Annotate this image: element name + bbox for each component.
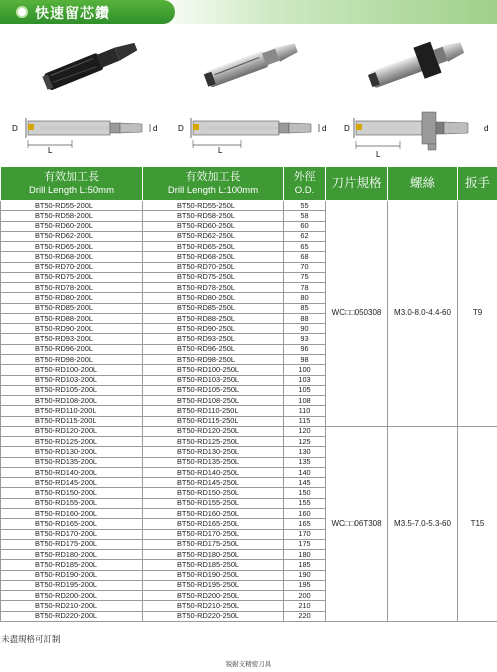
spec-table (0, 166, 497, 622)
model-50mm: BT50-RD130-200L (1, 447, 143, 457)
model-50mm: BT50-RD125-200L (1, 437, 143, 447)
dim-label-L: L (48, 146, 53, 155)
model-100mm: BT50-RD150-250L (143, 488, 284, 498)
model-50mm: BT50-RD70-200L (1, 262, 143, 272)
outer-diameter: 195 (284, 580, 326, 590)
model-100mm: BT50-RD130-250L (143, 447, 284, 457)
outer-diameter: 78 (284, 283, 326, 293)
custom-spec-note: 未盡規格可訂制 (1, 635, 61, 645)
model-100mm: BT50-RD78-250L (143, 283, 284, 293)
model-50mm: BT50-RD68-200L (1, 252, 143, 262)
outer-diameter: 96 (284, 344, 326, 354)
model-100mm: BT50-RD70-250L (143, 262, 284, 272)
model-100mm: BT50-RD115-250L (143, 416, 284, 426)
model-50mm: BT50-RD80-200L (1, 293, 143, 303)
outer-diameter: 130 (284, 447, 326, 457)
model-100mm: BT50-RD210-250L (143, 601, 284, 611)
model-100mm: BT50-RD108-250L (143, 396, 284, 406)
model-100mm: BT50-RD85-250L (143, 303, 284, 313)
model-50mm: BT50-RD55-200L (1, 201, 143, 211)
model-50mm: BT50-RD93-200L (1, 334, 143, 344)
model-100mm: BT50-RD155-250L (143, 498, 284, 508)
model-100mm: BT50-RD195-250L (143, 580, 284, 590)
diagram-drill-1 (10, 112, 165, 157)
outer-diameter: 125 (284, 437, 326, 447)
dim-label-D-2: D (178, 124, 184, 133)
model-100mm: BT50-RD160-250L (143, 508, 284, 518)
model-100mm: BT50-RD140-250L (143, 467, 284, 477)
model-50mm: BT50-RD140-200L (1, 467, 143, 477)
model-50mm: BT50-RD150-200L (1, 488, 143, 498)
model-100mm: BT50-RD170-250L (143, 529, 284, 539)
outer-diameter: 220 (284, 611, 326, 621)
outer-diameter: 180 (284, 550, 326, 560)
model-50mm: BT50-RD58-200L (1, 211, 143, 221)
product-image-black-drill (35, 34, 145, 94)
model-100mm: BT50-RD220-250L (143, 611, 284, 621)
outer-diameter: 60 (284, 221, 326, 231)
model-50mm: BT50-RD175-200L (1, 539, 143, 549)
outer-diameter: 210 (284, 601, 326, 611)
model-100mm: BT50-RD190-250L (143, 570, 284, 580)
model-100mm: BT50-RD68-250L (143, 252, 284, 262)
model-100mm: BT50-RD90-250L (143, 324, 284, 334)
model-100mm: BT50-RD165-250L (143, 519, 284, 529)
outer-diameter: 108 (284, 396, 326, 406)
model-50mm: BT50-RD160-200L (1, 508, 143, 518)
outer-diameter: 165 (284, 519, 326, 529)
outer-diameter: 135 (284, 457, 326, 467)
wrench-spec: T9 (458, 201, 497, 427)
model-100mm: BT50-RD200-250L (143, 591, 284, 601)
model-50mm: BT50-RD185-200L (1, 560, 143, 570)
header-outer-diameter-sub: O.D. (294, 184, 315, 196)
model-50mm: BT50-RD90-200L (1, 324, 143, 334)
product-image-drill-with-holder (360, 30, 470, 92)
header-outer-diameter-title: 外徑 (293, 170, 316, 183)
model-50mm: BT50-RD195-200L (1, 580, 143, 590)
model-100mm: BT50-RD62-250L (143, 231, 284, 241)
header-screw: 螺絲 (388, 167, 458, 201)
model-50mm: BT50-RD96-200L (1, 344, 143, 354)
model-50mm: BT50-RD180-200L (1, 550, 143, 560)
model-50mm: BT50-RD145-200L (1, 478, 143, 488)
header-insert-spec: 刀片規格 (326, 167, 388, 201)
screw-spec: M3.0-8.0-4.4-60 (388, 201, 458, 427)
header-wrench: 扳手 (458, 167, 497, 201)
outer-diameter: 55 (284, 201, 326, 211)
header-outer-diameter (284, 167, 326, 201)
outer-diameter: 88 (284, 313, 326, 323)
header-drill-length-50-sub: Drill Length L:50mm (28, 184, 114, 196)
model-50mm: BT50-RD98-200L (1, 354, 143, 364)
insert-spec: WC□□050308 (326, 201, 388, 427)
outer-diameter: 62 (284, 231, 326, 241)
wrench-spec: T15 (458, 426, 497, 621)
model-100mm: BT50-RD120-250L (143, 426, 284, 436)
model-100mm: BT50-RD125-250L (143, 437, 284, 447)
model-100mm: BT50-RD55-250L (143, 201, 284, 211)
outer-diameter: 170 (284, 529, 326, 539)
header-drill-length-50-title: 有效加工長 (44, 170, 99, 183)
outer-diameter: 155 (284, 498, 326, 508)
product-image-silver-drill (195, 36, 305, 92)
outer-diameter: 175 (284, 539, 326, 549)
model-100mm: BT50-RD75-250L (143, 272, 284, 282)
model-100mm: BT50-RD80-250L (143, 293, 284, 303)
model-100mm: BT50-RD58-250L (143, 211, 284, 221)
model-50mm: BT50-RD165-200L (1, 519, 143, 529)
banner-bullet-icon (16, 6, 28, 18)
model-50mm: BT50-RD103-200L (1, 375, 143, 385)
outer-diameter: 70 (284, 262, 326, 272)
banner-gradient (150, 0, 497, 24)
model-50mm: BT50-RD210-200L (1, 601, 143, 611)
dim-label-d-2: d (322, 124, 327, 133)
model-50mm: BT50-RD85-200L (1, 303, 143, 313)
outer-diameter: 90 (284, 324, 326, 334)
model-100mm: BT50-RD60-250L (143, 221, 284, 231)
header-drill-length-100 (143, 167, 284, 201)
model-100mm: BT50-RD100-250L (143, 365, 284, 375)
outer-diameter: 100 (284, 365, 326, 375)
insert-spec: WC□□06T308 (326, 426, 388, 621)
model-50mm: BT50-RD115-200L (1, 416, 143, 426)
model-50mm: BT50-RD88-200L (1, 313, 143, 323)
diagram-drill-2 (177, 112, 332, 157)
dim-label-D: D (12, 124, 18, 133)
model-50mm: BT50-RD65-200L (1, 242, 143, 252)
model-100mm: BT50-RD135-250L (143, 457, 284, 467)
model-50mm: BT50-RD78-200L (1, 283, 143, 293)
outer-diameter: 160 (284, 508, 326, 518)
outer-diameter: 80 (284, 293, 326, 303)
table-row (1, 426, 497, 436)
model-50mm: BT50-RD75-200L (1, 272, 143, 282)
outer-diameter: 75 (284, 272, 326, 282)
outer-diameter: 98 (284, 354, 326, 364)
screw-spec: M3.5-7.0-5.3-60 (388, 426, 458, 621)
dim-label-d: d (153, 124, 158, 133)
outer-diameter: 120 (284, 426, 326, 436)
outer-diameter: 58 (284, 211, 326, 221)
model-50mm: BT50-RD135-200L (1, 457, 143, 467)
model-100mm: BT50-RD96-250L (143, 344, 284, 354)
model-50mm: BT50-RD120-200L (1, 426, 143, 436)
dim-label-d-3: d (484, 124, 489, 133)
model-50mm: BT50-RD190-200L (1, 570, 143, 580)
outer-diameter: 145 (284, 478, 326, 488)
model-100mm: BT50-RD93-250L (143, 334, 284, 344)
outer-diameter: 150 (284, 488, 326, 498)
dim-label-D-3: D (344, 124, 350, 133)
page-title: 快速留芯鑽 (35, 6, 110, 22)
header-drill-length-100-sub: Drill Length L:100mm (167, 184, 259, 196)
table-row (1, 201, 497, 211)
header-drill-length-50 (1, 167, 143, 201)
model-100mm: BT50-RD175-250L (143, 539, 284, 549)
model-50mm: BT50-RD60-200L (1, 221, 143, 231)
model-100mm: BT50-RD110-250L (143, 406, 284, 416)
model-50mm: BT50-RD108-200L (1, 396, 143, 406)
outer-diameter: 93 (284, 334, 326, 344)
spec-table-body (1, 201, 497, 622)
outer-diameter: 105 (284, 385, 326, 395)
outer-diameter: 140 (284, 467, 326, 477)
outer-diameter: 68 (284, 252, 326, 262)
model-50mm: BT50-RD100-200L (1, 365, 143, 375)
model-50mm: BT50-RD170-200L (1, 529, 143, 539)
header-drill-length-100-title: 有效加工長 (185, 170, 241, 183)
outer-diameter: 115 (284, 416, 326, 426)
outer-diameter: 65 (284, 242, 326, 252)
outer-diameter: 190 (284, 570, 326, 580)
model-100mm: BT50-RD88-250L (143, 313, 284, 323)
model-100mm: BT50-RD98-250L (143, 354, 284, 364)
diagram-drill-3 (342, 108, 497, 160)
dim-label-L-3: L (376, 150, 381, 159)
model-100mm: BT50-RD185-250L (143, 560, 284, 570)
outer-diameter: 110 (284, 406, 326, 416)
dim-label-L-2: L (218, 146, 223, 155)
outer-diameter: 85 (284, 303, 326, 313)
model-100mm: BT50-RD105-250L (143, 385, 284, 395)
model-50mm: BT50-RD105-200L (1, 385, 143, 395)
table-header-row (1, 167, 497, 201)
model-100mm: BT50-RD103-250L (143, 375, 284, 385)
outer-diameter: 103 (284, 375, 326, 385)
model-50mm: BT50-RD62-200L (1, 231, 143, 241)
model-100mm: BT50-RD180-250L (143, 550, 284, 560)
page-footer: 锐耐支精密刀具 (225, 660, 272, 668)
model-50mm: BT50-RD200-200L (1, 591, 143, 601)
model-50mm: BT50-RD110-200L (1, 406, 143, 416)
outer-diameter: 185 (284, 560, 326, 570)
model-50mm: BT50-RD155-200L (1, 498, 143, 508)
model-100mm: BT50-RD65-250L (143, 242, 284, 252)
header-banner (0, 0, 497, 26)
outer-diameter: 200 (284, 591, 326, 601)
model-100mm: BT50-RD145-250L (143, 478, 284, 488)
model-50mm: BT50-RD220-200L (1, 611, 143, 621)
